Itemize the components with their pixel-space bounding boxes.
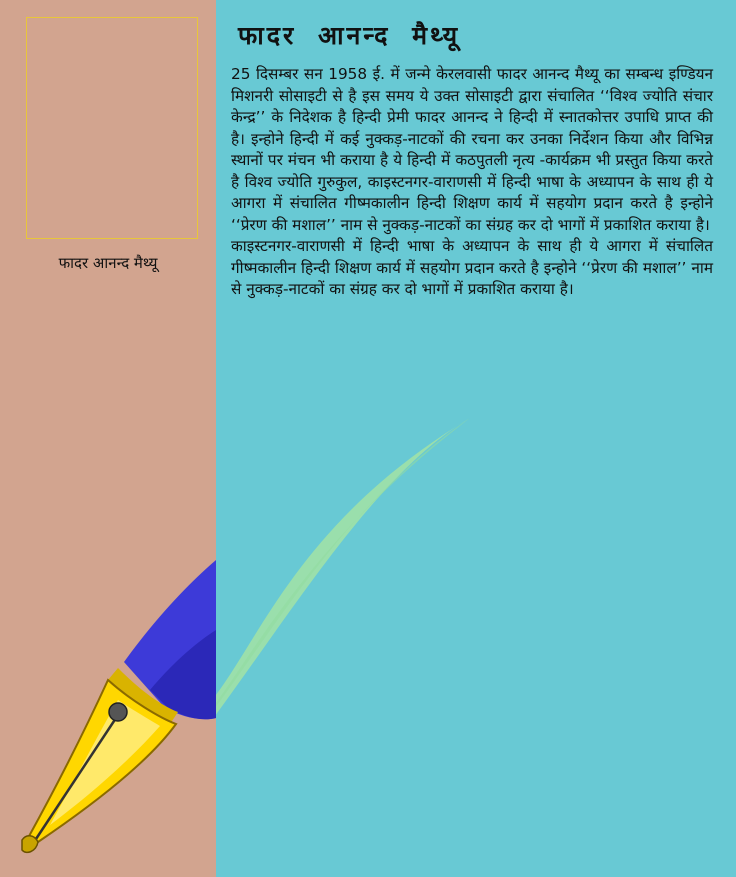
photo-placeholder	[26, 17, 198, 239]
ink-trail-inner	[212, 418, 470, 712]
photo-caption: फादर आनन्द मैथ्यू	[58, 254, 158, 272]
page-title: फादर आनन्द मैथ्यू	[238, 21, 461, 50]
ink-trail	[212, 418, 470, 720]
paragraph-2: काइस्टनगर-वाराणसी में हिन्दी भाषा के अध्यापन के साथ ही ये आगरा में संचालित गीष्मकालीन हिन्दी शिक्षण कार्य में सहयोग प्रदान करते है इन्होने ‘‘प्रेरण की मशाल’’ नाम से नुक्कड़-नाटकों का संग्रह कर दो भागों में प्रकाशित कराया है।	[231, 237, 713, 298]
article	[231, 18, 713, 301]
paragraph-1: 25 दिसम्बर सन 1958 ई. में जन्मे केरलवासी फादर आनन्द मैथ्यू का सम्बन्ध इण्डियन मिशनरी सोसाइटी से है इस समय ये उक्त सोसाइटी द्वारा संचालित ‘‘विश्व ज्योति संचार केन्द्र’’ के निदेशक है हिन्दी प्रेमी फादर आनन्द ने हिन्दी में स्नातकोत्तर उपाधि प्राप्त की है। इन्होने हिन्दी में कई नुक्कड़-नाटकों की रचना कर उनका निर्देशन किया और विभिन्न स्थानों पर मंचन भी कराया है ये हिन्दी में कठपुतली नृत्य -कार्यक्रम भी प्रस्तुत किया करते है विश्व ज्योति गुरुकुल, काइस्टनगर-वाराणसी में हिन्दी भाषा के अध्यापन के साथ ही ये आगरा में संचालित गीष्मकालीन हिन्दी शिक्षण कार्य में सहयोग प्रदान करते है इन्होने ‘‘प्रेरण की मशाल’’ नाम से नुक्कड़-नाटकों का संग्रह कर दो भागों में प्रकाशित कराया है।	[231, 65, 713, 234]
sidebar	[0, 0, 216, 877]
